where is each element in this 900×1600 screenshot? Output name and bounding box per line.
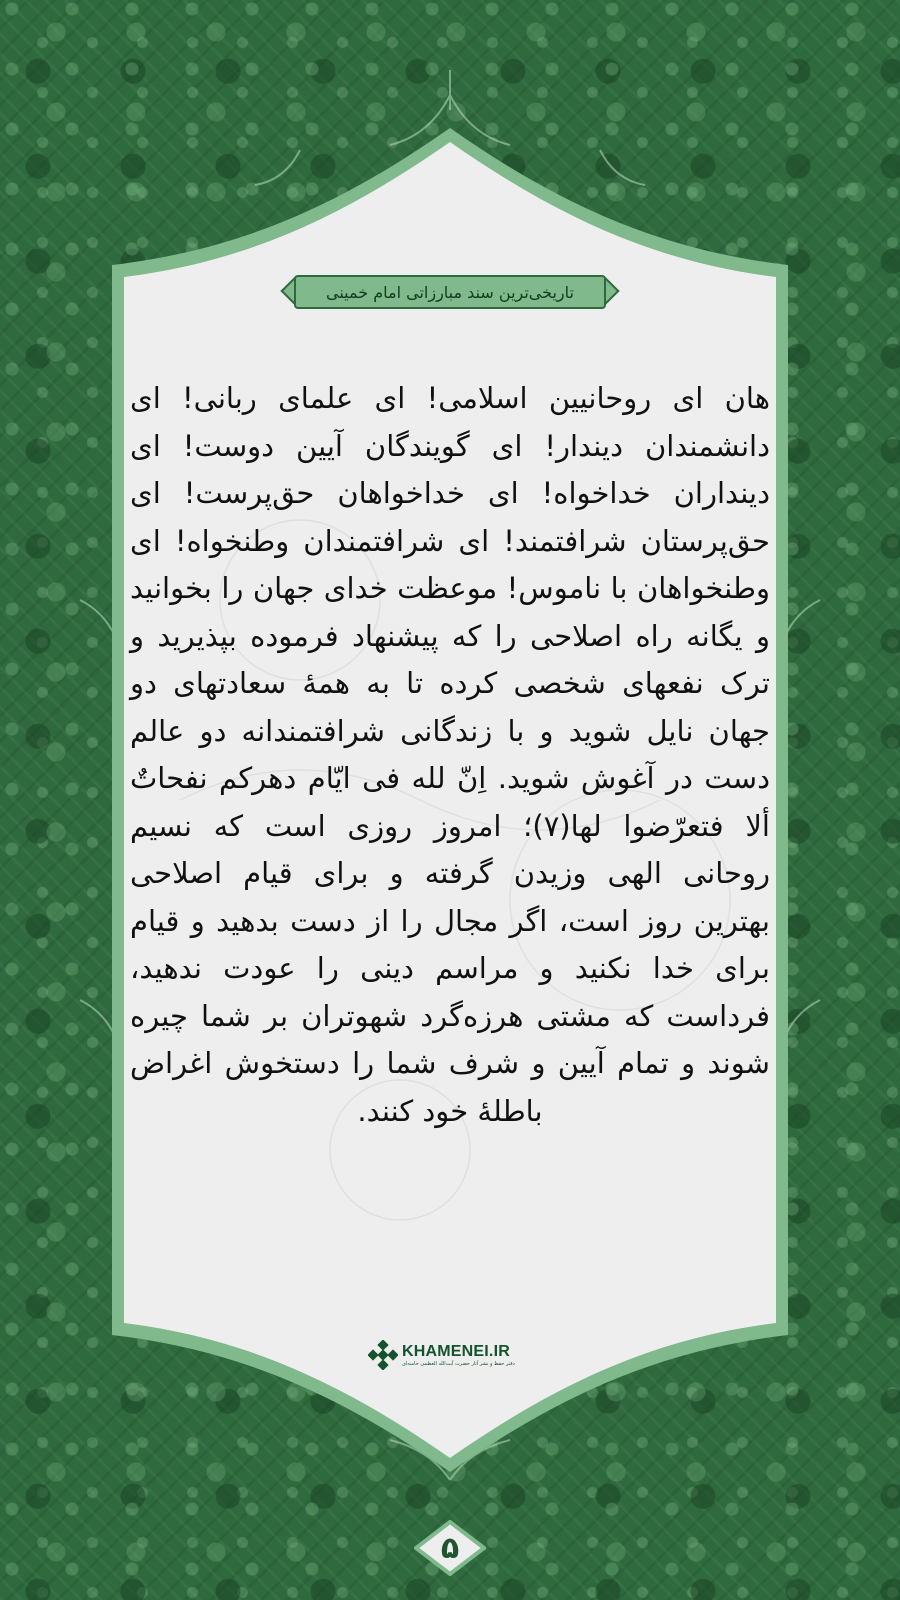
logo-name: KHAMENEI.IR bbox=[402, 1343, 510, 1360]
page-number: ۵ bbox=[440, 1530, 460, 1566]
logo-subtitle: دفتر حفظ و نشر آثار حضرت آیت‌الله العظمی خامنه‌ای bbox=[402, 1361, 515, 1367]
quote-body-text: هان ای روحانیین اسلامی! ای علمای ربانی! ای دانشمندان دیندار! ای گویندگان آیین دوست! ای دینداران خداخواه! ای خداخواهان حق‌پرست! ای حق‌پرستان شرافتمند! ای شرافتمندان وطنخواه! ای وطنخواهان با ناموس! موعظت خدای جهان را بخوانید و یگانه راه اصلاحی را که پیشنهاد فرموده بپذیرید و ترک نفعهای شخصی کرده تا به همهٔ سعادتهای دو جهان نایل شوید و با زندگانی شرافتمندانه دو عالم دست در آغوش شوید. اِنّ لله فی ایّام دهرکم نفحاتٌ ألا فتعرّضوا لها(۷)؛ امروز روزی است که نسیم روحانی الهی وزیدن گرفته و برای قیام اصلاحی بهترین روز است، اگر مجال را از دست بدهید و قیام برای خدا نکنید و مراسم دینی را عودت ندهید، فرداست که مشتی هرزه‌گرد شهوتران بر شما چیره شوند و تمام آیین و شرف شما را دستخوش اغراض باطلهٔ خود کنند. bbox=[130, 381, 770, 1128]
series-title: تاریخی‌ترین سند مبارزاتی امام خمینی bbox=[326, 282, 574, 302]
page-number-badge bbox=[414, 1520, 486, 1576]
khamenei-ir-logo bbox=[368, 1338, 538, 1372]
series-title-banner bbox=[282, 275, 618, 309]
logo-emblem-icon bbox=[368, 1340, 398, 1370]
